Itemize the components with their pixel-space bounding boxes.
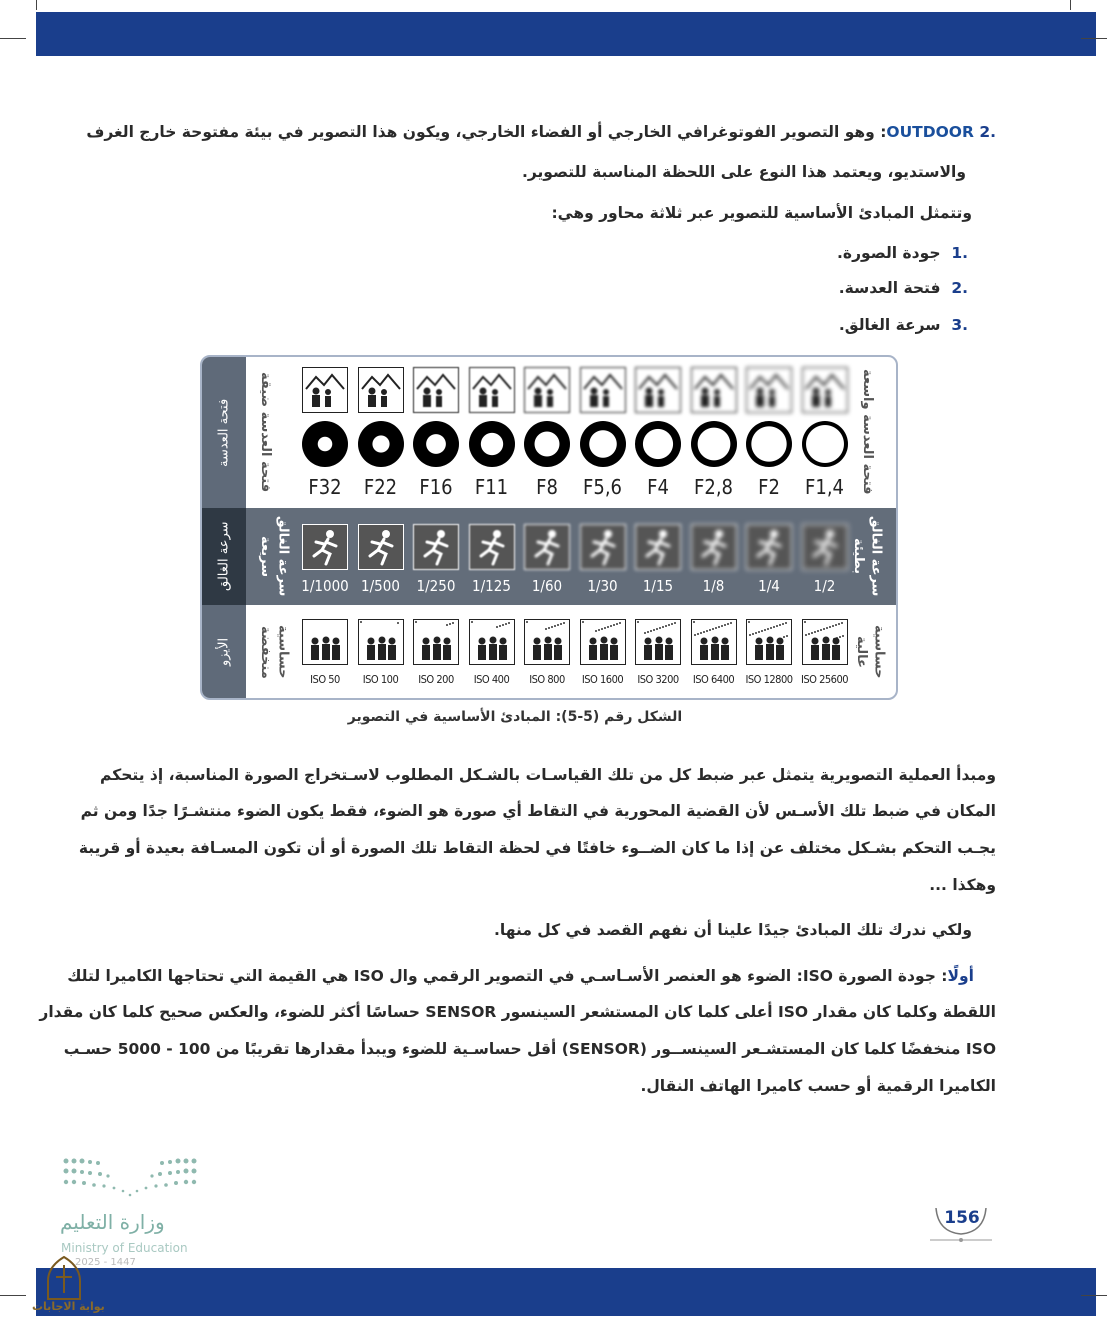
- aperture-icon: [691, 421, 737, 467]
- iso-crowd-icon: [580, 619, 626, 665]
- outdoor-number: .2: [979, 123, 996, 141]
- shutter-runner-icon: [802, 524, 848, 570]
- list-text: جودة الصورة.: [837, 244, 941, 262]
- understand-line: ولكي ندرك تلك المبادئ جيدًا علينا أن نفهم القصد في كل منها.: [494, 921, 972, 939]
- iso-crowd-icon: [691, 619, 737, 665]
- first-line-1: [67, 967, 974, 985]
- footer-bar: [36, 1268, 1096, 1316]
- iso-value: ISO 800: [529, 673, 565, 686]
- shutter-value: 1/8: [702, 577, 725, 595]
- axes-list-item: [136, 316, 968, 334]
- aperture-photo-icon: [358, 367, 404, 413]
- shutter-runner-icon: [746, 524, 792, 570]
- aperture-icon: [635, 421, 681, 467]
- ministry-year: 2025 - 1447: [75, 1257, 136, 1268]
- aperture-value: F4: [647, 475, 669, 499]
- page-number: 156: [944, 1208, 980, 1228]
- iso-high-label: حساسية عالية: [854, 625, 887, 679]
- outdoor-text: : وهو التصوير الفوتوغرافي الخارجي أو الفضاء الخارجي، ويكون هذا التصوير في بيئة مفتوحة خارج الغرف: [86, 123, 887, 141]
- iso-crowd-icon: [413, 619, 459, 665]
- aperture-value: F22: [363, 475, 398, 499]
- iso-crowd-icon: [302, 619, 348, 665]
- shutter-runner-icon: [358, 524, 404, 570]
- aperture-value: F2: [758, 475, 780, 499]
- first-label: أولًا: [947, 967, 974, 985]
- outdoor-keyword: OUTDOOR: [886, 123, 974, 141]
- aperture-icon: [413, 421, 459, 467]
- shutter-value: 1/60: [531, 577, 563, 595]
- axes-list-item: [136, 279, 968, 297]
- aperture-value: F11: [474, 475, 509, 499]
- first-line-3: ISO منخفضًا كلما كان المستشـعر السينســور (SENSOR) أقل حساسـية للضوء ويبدأ مقدارها تقريبًا من 100 - 5000 حسـب: [63, 1040, 996, 1058]
- iso-crowd-icon: [524, 619, 570, 665]
- aperture-wide-label: فتحة العدسة واسعة: [859, 369, 875, 495]
- outdoor-line-2: والاستديو، ويعتمد هذا النوع على اللحظة المناسبة للتصوير.: [521, 163, 966, 181]
- principle-line-2: المكان في ضبط تلك الأسـس لأن القضية المحورية في التقاط أي صورة هو الضوء، فقط يكون الضوء منتشـرًا جدًا ومن ثم: [80, 802, 996, 820]
- iso-value: ISO 100: [362, 673, 399, 686]
- aperture-photo-icon: [691, 367, 737, 413]
- iso-value: ISO 1600: [581, 673, 624, 686]
- outdoor-line-1: [86, 123, 996, 141]
- shutter-value: 1/4: [758, 577, 780, 595]
- shutter-value: 1/15: [642, 577, 674, 595]
- principle-line-4: وهكذا ...: [929, 876, 996, 894]
- aperture-photo-icon: [802, 367, 848, 413]
- iso-value: ISO 6400: [692, 673, 735, 686]
- shutter-value: 1/500: [361, 577, 400, 595]
- iso-value: ISO 200: [418, 673, 454, 686]
- iso-value: ISO 400: [473, 673, 510, 686]
- shutter-runner-icon: [635, 524, 681, 570]
- iso-value: ISO 3200: [637, 673, 679, 686]
- list-number: .1: [951, 244, 968, 262]
- aperture-value: F5,6: [583, 475, 622, 499]
- iso-crowd-icon: [469, 619, 515, 665]
- shutter-value: 1/125: [472, 577, 511, 595]
- iso-value: ISO 50: [310, 673, 340, 686]
- aperture-value: F1,4: [805, 475, 844, 499]
- aperture-icon: [302, 421, 348, 467]
- shutter-runner-icon: [413, 524, 459, 570]
- aperture-photo-icon: [302, 367, 348, 413]
- aperture-photo-icon: [580, 367, 626, 413]
- crop-mark: [0, 1295, 26, 1296]
- aperture-narrow-label: فتحة العدسة ضيقة: [257, 371, 273, 493]
- shutter-value: 1/1000: [301, 577, 349, 595]
- aperture-value: F8: [536, 475, 558, 499]
- aperture-icon: [358, 421, 404, 467]
- shutter-value: 1/30: [587, 577, 618, 595]
- aperture-photo-icon: [746, 367, 792, 413]
- list-text: فتحة العدسة.: [838, 279, 941, 297]
- ministry-logo-dots: [60, 1155, 200, 1200]
- watermark-icon: [44, 1255, 84, 1301]
- aperture-icon: [524, 421, 570, 467]
- shutter-section-label: سرعة الغالق: [216, 521, 232, 592]
- crop-mark: [1070, 0, 1071, 10]
- shutter-value: 1/250: [416, 577, 456, 595]
- header-bar: [36, 12, 1096, 56]
- aperture-photo-icon: [635, 367, 681, 413]
- exposure-figure: [200, 355, 898, 700]
- crop-mark: [1081, 38, 1107, 39]
- aperture-photo-icon: [524, 367, 570, 413]
- iso-section-label: الأيزو: [216, 637, 232, 666]
- list-number: .2: [951, 279, 968, 297]
- axes-list-item: [136, 244, 968, 262]
- aperture-photo-icon: [469, 367, 515, 413]
- aperture-value: F16: [419, 475, 453, 499]
- aperture-value: F32: [308, 475, 342, 499]
- crop-mark: [0, 38, 26, 39]
- shutter-runner-icon: [469, 524, 515, 570]
- aperture-icon: [746, 421, 792, 467]
- shutter-fast-label: سرعة الغالق سريعة: [258, 515, 291, 597]
- shutter-runner-icon: [691, 524, 737, 570]
- iso-value: ISO 25600: [800, 673, 849, 686]
- watermark-text: بوابة الاجابات: [32, 1300, 105, 1313]
- shutter-value: 1/2: [813, 577, 836, 595]
- first-line-2: اللقطة وكلما كان مقدار ISO أعلى كلما كان المستشعر السينسور SENSOR حساسًا أكثر للضوء، والعكس صحيح كلما كان مقدار: [39, 1003, 996, 1021]
- shutter-slow-label: سرعة الغالق بطيئة: [851, 515, 884, 597]
- aperture-icon: [580, 421, 626, 467]
- iso-crowd-icon: [802, 619, 848, 665]
- crop-mark: [36, 0, 37, 10]
- first-text: : جودة الصورة ISO: الضوء هو العنصر الأسـاسـي في التصوير الرقمي وال ISO هي القيمة التي تحتاجها الكاميرا لتلك: [67, 967, 948, 985]
- figure-caption: الشكل رقم (5-5): المبادئ الأساسية في التصوير: [347, 709, 683, 725]
- aperture-section-label: فتحة العدسة: [216, 398, 232, 467]
- list-text: سرعة الغالق.: [838, 316, 941, 334]
- iso-crowd-icon: [746, 619, 792, 665]
- aperture-photo-icon: [413, 367, 459, 413]
- aperture-icon: [469, 421, 515, 467]
- list-number: .3: [951, 316, 968, 334]
- aperture-value: F2,8: [694, 475, 733, 499]
- principle-line-3: يجـب التحكم بشـكل مختلف عن إذا ما كان الضــوء خافتًا في لحظة التقاط تلك الصورة أو أن تكون المسـافة بعيدة أو قريبة: [78, 839, 996, 857]
- shutter-runner-icon: [580, 524, 626, 570]
- ministry-name-ar: وزارة التعليم: [60, 1210, 165, 1234]
- aperture-icon: [802, 421, 848, 467]
- iso-crowd-icon: [635, 619, 681, 665]
- iso-crowd-icon: [358, 619, 404, 665]
- crop-mark: [1081, 1295, 1107, 1296]
- axes-intro: وتتمثل المبادئ الأساسية للتصوير عبر ثلاثة محاور وهي:: [551, 204, 972, 222]
- shutter-runner-icon: [302, 524, 348, 570]
- principle-line-1: ومبدأ العملية التصويرية يتمثل عبر ضبط كل من تلك القياسـات بالشـكل المطلوب لاسـتخراج الصورة المناسبة، إذ يتحكم: [100, 766, 996, 784]
- iso-low-label: حساسية منخفضة: [258, 625, 291, 679]
- shutter-runner-icon: [524, 524, 570, 570]
- first-line-4: الكاميرا الرقمية أو حسب كاميرا الهاتف النقال.: [640, 1077, 996, 1095]
- ministry-name-en: Ministry of Education: [61, 1241, 188, 1255]
- iso-value: ISO 12800: [745, 673, 793, 686]
